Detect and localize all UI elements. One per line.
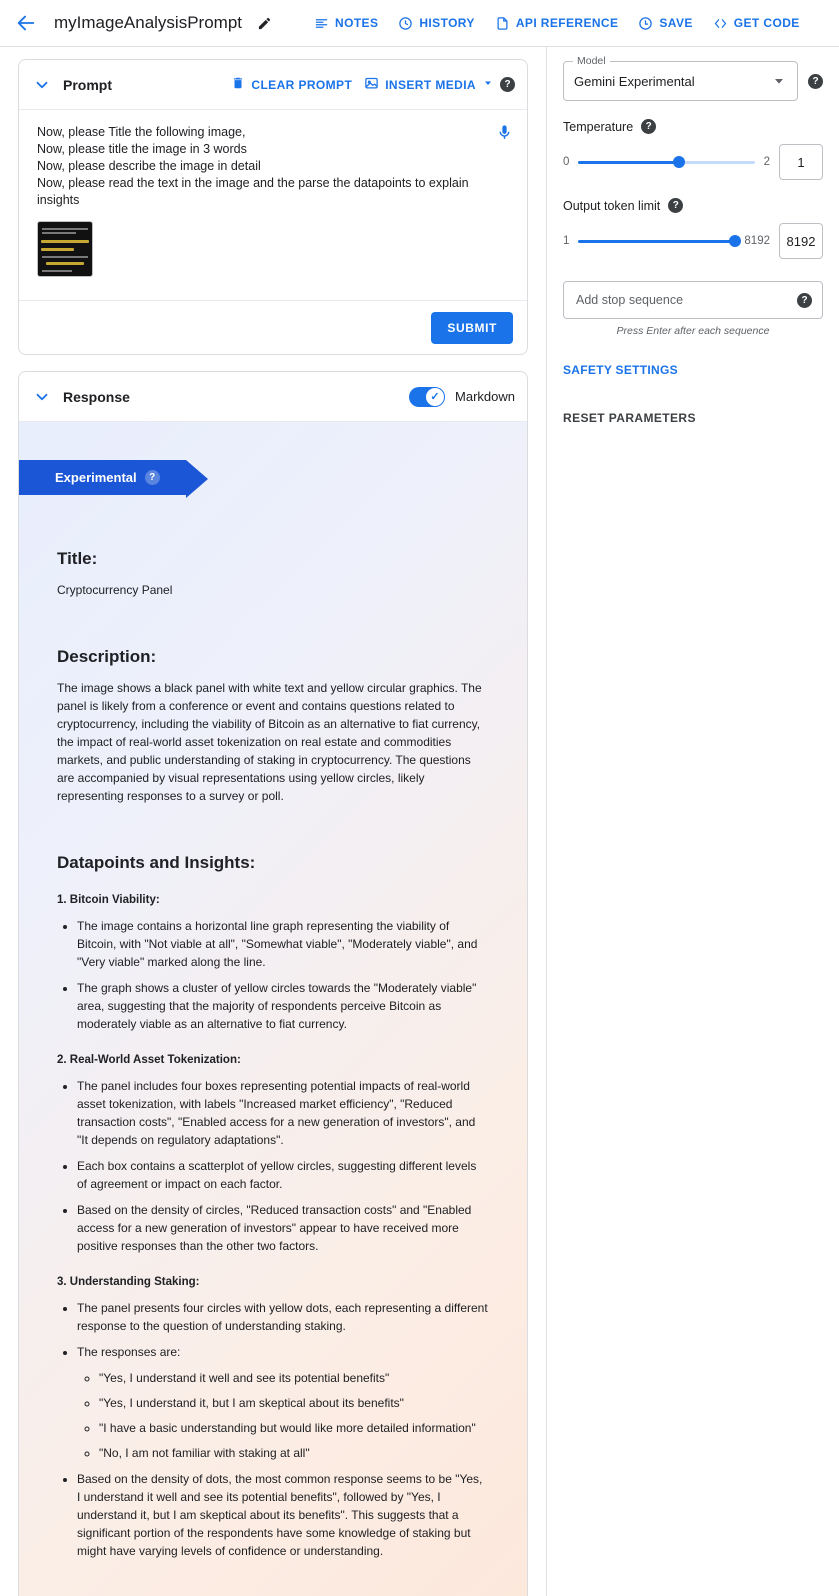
- clear-prompt-label: CLEAR PROMPT: [251, 77, 353, 92]
- response-description-text: The image shows a black panel with white text and yellow circular graphics. The panel is likely from a conference or event and contains questions related to cryptocurrency, including the viability of Bitcoin as an alternative to fiat currency, the impact of real-world asset tokenization on real estate and commodities markets, and public understanding of staking in cryptocurrency. The questions are accompanied by visual representations using yellow circles, likely representing responses to a survey or poll.: [57, 681, 482, 803]
- history-icon: [398, 16, 413, 31]
- temperature-block: [563, 119, 823, 180]
- markdown-toggle-label: Markdown: [455, 389, 515, 404]
- output-token-slider-row: [563, 223, 823, 259]
- model-help-icon[interactable]: ?: [808, 74, 823, 89]
- output-token-limit-block: [563, 198, 823, 259]
- group-label: 2. Real-World Asset Tokenization:: [57, 1054, 241, 1066]
- prompt-help-icon[interactable]: ?: [500, 77, 515, 92]
- group-label: 1. Bitcoin Viability:: [57, 894, 160, 906]
- output-token-limit-label: Output token limit: [563, 198, 661, 213]
- back-arrow-icon[interactable]: [14, 11, 38, 35]
- temperature-slider[interactable]: [578, 161, 754, 164]
- markdown-toggle-group[interactable]: [409, 387, 515, 407]
- chevron-down-icon[interactable]: [31, 74, 53, 96]
- list-item: ◦ "Yes, I understand it, but I am skeptical about its benefits": [99, 1394, 489, 1412]
- list-item: • Based on the density of circles, "Reduced transaction costs" and "Enabled access for a new generation of investors" appear to have received more positive responses than the other two factors.: [77, 1201, 489, 1255]
- api-reference-icon: [495, 16, 510, 31]
- prompt-line-last: [37, 175, 511, 209]
- list-item: ◦ "Yes, I understand it well and see its potential benefits": [99, 1369, 489, 1387]
- experimental-label: Experimental: [55, 470, 137, 485]
- notes-button[interactable]: [304, 10, 388, 37]
- response-title-label: Response: [63, 388, 130, 405]
- group-bullets: [57, 1299, 489, 1560]
- response-card: [18, 371, 528, 1596]
- stop-sequence-help-icon[interactable]: ?: [797, 293, 812, 308]
- response-heading-title: Title:: [57, 549, 98, 568]
- list-item: ◦ "I have a basic understanding but would like more detailed information": [99, 1419, 489, 1437]
- history-button[interactable]: [388, 10, 484, 37]
- prompt-last-misspelling: datapoints: [353, 176, 412, 190]
- insert-media-button[interactable]: [358, 72, 500, 98]
- model-row: [563, 55, 823, 101]
- image-thumbnail[interactable]: [37, 221, 93, 277]
- notes-icon: [314, 16, 329, 31]
- temperature-max: 2: [763, 156, 770, 168]
- group-label: 3. Understanding Staking:: [57, 1276, 200, 1288]
- temperature-label-row: [563, 119, 823, 134]
- prompt-input-area[interactable]: [19, 110, 527, 300]
- group-bullets: [57, 917, 489, 1033]
- model-value: Gemini Experimental: [574, 73, 695, 89]
- list-item: • Each box contains a scatterplot of yellow circles, suggesting different levels of agreement or impact on each factor.: [77, 1157, 489, 1193]
- save-label: SAVE: [659, 16, 693, 30]
- left-column: [0, 47, 546, 1596]
- chevron-down-icon: [482, 77, 494, 92]
- response-heading-description: Description:: [57, 647, 157, 666]
- trash-icon: [231, 76, 245, 93]
- list-item: • The panel includes four boxes representing potential impacts of real-world asset tokenization, with labels "Increased market efficiency", "Reduced transaction costs", "Enabled access for a new generation of investors", and "It depends on regulatory adaptations".: [77, 1077, 489, 1149]
- experimental-badge: [19, 460, 186, 495]
- group-bullets: [57, 1077, 489, 1255]
- history-label: HISTORY: [419, 16, 475, 30]
- response-markdown: [19, 549, 527, 1560]
- clear-prompt-button[interactable]: [225, 72, 358, 97]
- response-heading-datapoints: Datapoints and Insights:: [57, 853, 256, 872]
- output-token-label-row: [563, 198, 823, 213]
- output-token-max: 8192: [744, 235, 770, 247]
- edit-title-icon[interactable]: [256, 15, 272, 31]
- stop-sequence-field[interactable]: [563, 281, 823, 319]
- nested-list: [77, 1369, 489, 1462]
- notes-label: NOTES: [335, 16, 379, 30]
- insert-media-icon: [364, 76, 379, 94]
- prompt-title-label: Prompt: [63, 76, 112, 93]
- code-icon: [713, 16, 728, 31]
- temperature-slider-row: [563, 144, 823, 180]
- prompt-line: Now, please Title the following image,: [37, 125, 246, 139]
- output-token-slider[interactable]: [578, 240, 735, 243]
- topbar-actions: [304, 10, 810, 37]
- list-item: • Based on the density of dots, the most common response seems to be "Yes, I understand it well and see its potential benefits", followed by "Yes, I understand it, but I am skeptical about its benefits". This suggests that a significant portion of the respondents have some knowledge of staking but might have varying levels of confidence or understanding.: [77, 1470, 489, 1560]
- settings-panel: [546, 47, 839, 1596]
- list-item-text: The responses are:: [77, 1345, 181, 1359]
- list-item: • The image contains a horizontal line graph representing the viability of Bitcoin, with "Not viable at all", "Somewhat viable", "Moderately viable", and "Very viable" marked along the line.: [77, 917, 489, 971]
- prompt-card-header: [19, 60, 527, 110]
- insert-media-label: INSERT MEDIA: [385, 77, 476, 92]
- get-code-button[interactable]: [703, 10, 810, 37]
- safety-settings-button[interactable]: SAFETY SETTINGS: [563, 363, 678, 377]
- response-title-value: Cryptocurrency Panel: [57, 583, 173, 597]
- prompt-line: Now, please title the image in 3 words: [37, 142, 247, 156]
- stop-sequence-hint: Press Enter after each sequence: [616, 325, 770, 337]
- response-body: [19, 422, 527, 1596]
- microphone-icon[interactable]: [496, 124, 513, 144]
- save-icon: [638, 16, 653, 31]
- temperature-min: 0: [563, 156, 570, 168]
- chevron-down-icon[interactable]: [31, 386, 53, 408]
- stop-sequence-input[interactable]: [574, 292, 789, 308]
- page-title: myImageAnalysisPrompt: [54, 13, 243, 32]
- save-button[interactable]: [628, 10, 702, 37]
- list-item: ◦ "No, I am not familiar with staking at all": [99, 1444, 489, 1462]
- list-item: • The panel presents four circles with yellow dots, each representing a different response to the question of understanding staking.: [77, 1299, 489, 1335]
- chevron-down-icon: [771, 73, 787, 89]
- prompt-card: [18, 59, 528, 355]
- list-item: [77, 1343, 489, 1462]
- temperature-label: Temperature: [563, 119, 634, 134]
- prompt-footer: [19, 300, 527, 354]
- model-legend: Model: [573, 55, 610, 67]
- prompt-last-suffix: to explain insights: [37, 176, 469, 207]
- prompt-line: Now, please describe the image in detail: [37, 159, 261, 173]
- prompt-last-prefix: Now, please read the text in the image and the parse the: [37, 176, 354, 190]
- markdown-toggle[interactable]: [409, 387, 445, 407]
- top-bar: [0, 0, 839, 47]
- response-card-header: [19, 372, 527, 422]
- submit-button[interactable]: SUBMIT: [431, 312, 513, 344]
- reset-parameters-button[interactable]: RESET PARAMETERS: [563, 411, 696, 425]
- temperature-help-icon[interactable]: ?: [641, 119, 656, 134]
- output-token-value-input[interactable]: 8192: [779, 223, 823, 259]
- get-code-label: GET CODE: [733, 16, 800, 30]
- experimental-help-icon[interactable]: ?: [145, 470, 160, 485]
- model-select[interactable]: [563, 55, 798, 101]
- toggle-knob: ✓: [426, 388, 444, 406]
- content-area: [0, 47, 839, 1596]
- list-item: • The graph shows a cluster of yellow circles towards the "Moderately viable" area, suggesting that the majority of respondents perceive Bitcoin as moderately viable as an alternative to fiat currency.: [77, 979, 489, 1033]
- api-reference-label: API REFERENCE: [515, 16, 619, 30]
- temperature-value-input[interactable]: 1: [779, 144, 823, 180]
- output-token-help-icon[interactable]: ?: [668, 198, 683, 213]
- output-token-min: 1: [563, 235, 570, 247]
- api-reference-button[interactable]: [485, 10, 629, 37]
